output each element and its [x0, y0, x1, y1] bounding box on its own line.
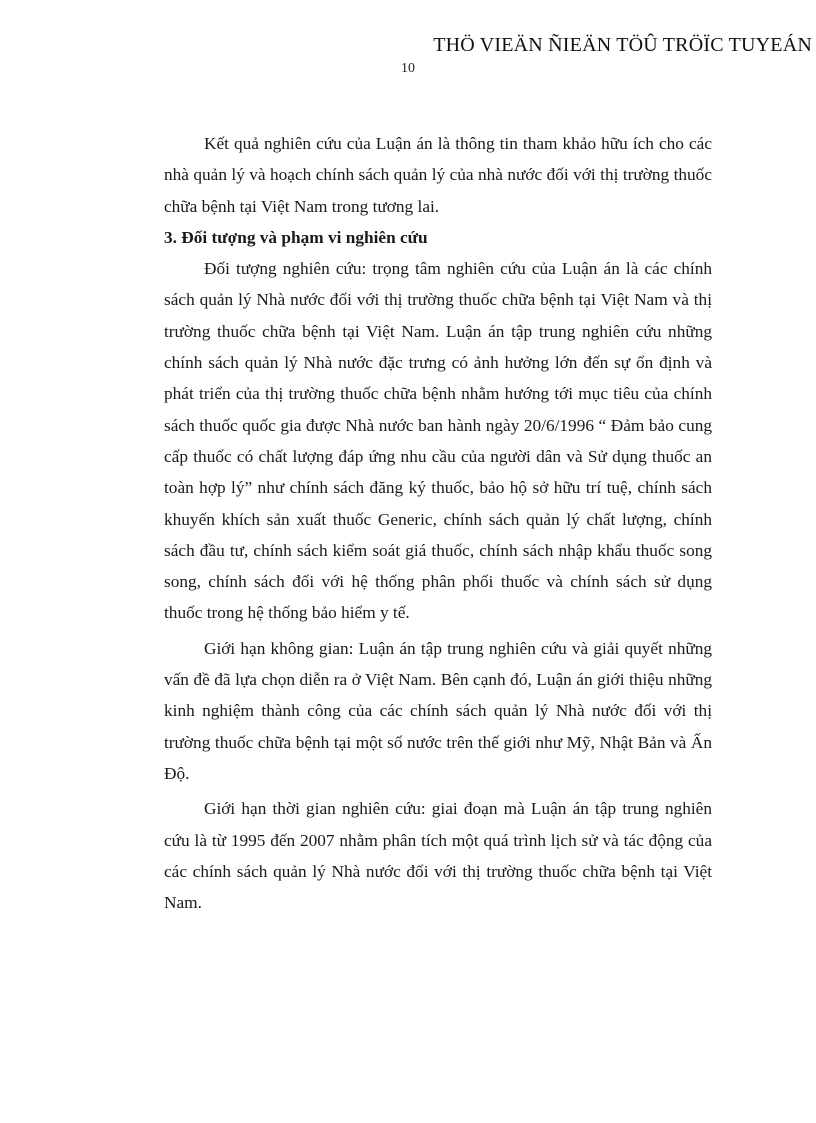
- section-heading-3: 3. Đối tượng và phạm vi nghiên cứu: [164, 227, 428, 247]
- document-body: [164, 128, 712, 918]
- paragraph-space-limit: Giới hạn không gian: Luận án tập trung nghiên cứu và giải quyết những vấn đề đã lựa chọn diễn ra ở Việt Nam. Bên cạnh đó, Luận án giới thiệu những kinh nghiệm thành công của các chính sách quản lý Nhà nước đối với thị trường thuốc chữa bệnh tại một số nước trên thế giới như Mỹ, Nhật Bản và Ấn Độ.: [164, 638, 712, 783]
- paragraph-time-limit: Giới hạn thời gian nghiên cứu: giai đoạn mà Luận án tập trung nghiên cứu là từ 1995 đến 2007 nhằm phân tích một quá trình lịch sử và tác động của các chính sách quản lý Nhà nước đối với thị trường thuốc chữa bệnh tại Việt Nam.: [164, 799, 712, 913]
- library-header: THÖ VIEÄN ÑIEÄN TÖÛ TRÖÏC TUYEÁN: [433, 34, 812, 56]
- paragraph-research-object: Đối tượng nghiên cứu: trọng tâm nghiên cứu của Luận án là các chính sách quản lý Nhà nước đối với thị trường thuốc chữa bệnh tại Việt Nam và thị trường thuốc chữa bệnh tại Việt Nam. Luận án tập trung nghiên cứu những chính sách quản lý Nhà nước đặc trưng có ảnh hưởng lớn đến sự ổn định và phát triển của thị trường thuốc chữa bệnh nhằm hướng tới mục tiêu của chính sách thuốc quốc gia được Nhà nước ban hành ngày 20/6/1996 “ Đảm bảo cung cấp thuốc có chất lượng đáp ứng nhu cầu của người dân và Sử dụng thuốc an toàn hợp lý” như chính sách đăng ký thuốc, bảo hộ sở hữu trí tuệ, chính sách khuyến khích sản xuất thuốc Generic, chính sách quản lý chất lượng, chính sách đầu tư, chính sách kiểm soát giá thuốc, chính sách nhập khẩu thuốc song song, chính sách đối với hệ thống phân phối thuốc và chính sách sử dụng thuốc trong hệ thống bảo hiểm y tế.: [164, 259, 712, 623]
- page-number: 10: [401, 61, 415, 76]
- paragraph-results: Kết quả nghiên cứu của Luận án là thông tin tham khảo hữu ích cho các nhà quản lý và hoạch chính sách quản lý của nhà nước đối với thị trường thuốc chữa bệnh tại Việt Nam trong tương lai.: [164, 134, 712, 216]
